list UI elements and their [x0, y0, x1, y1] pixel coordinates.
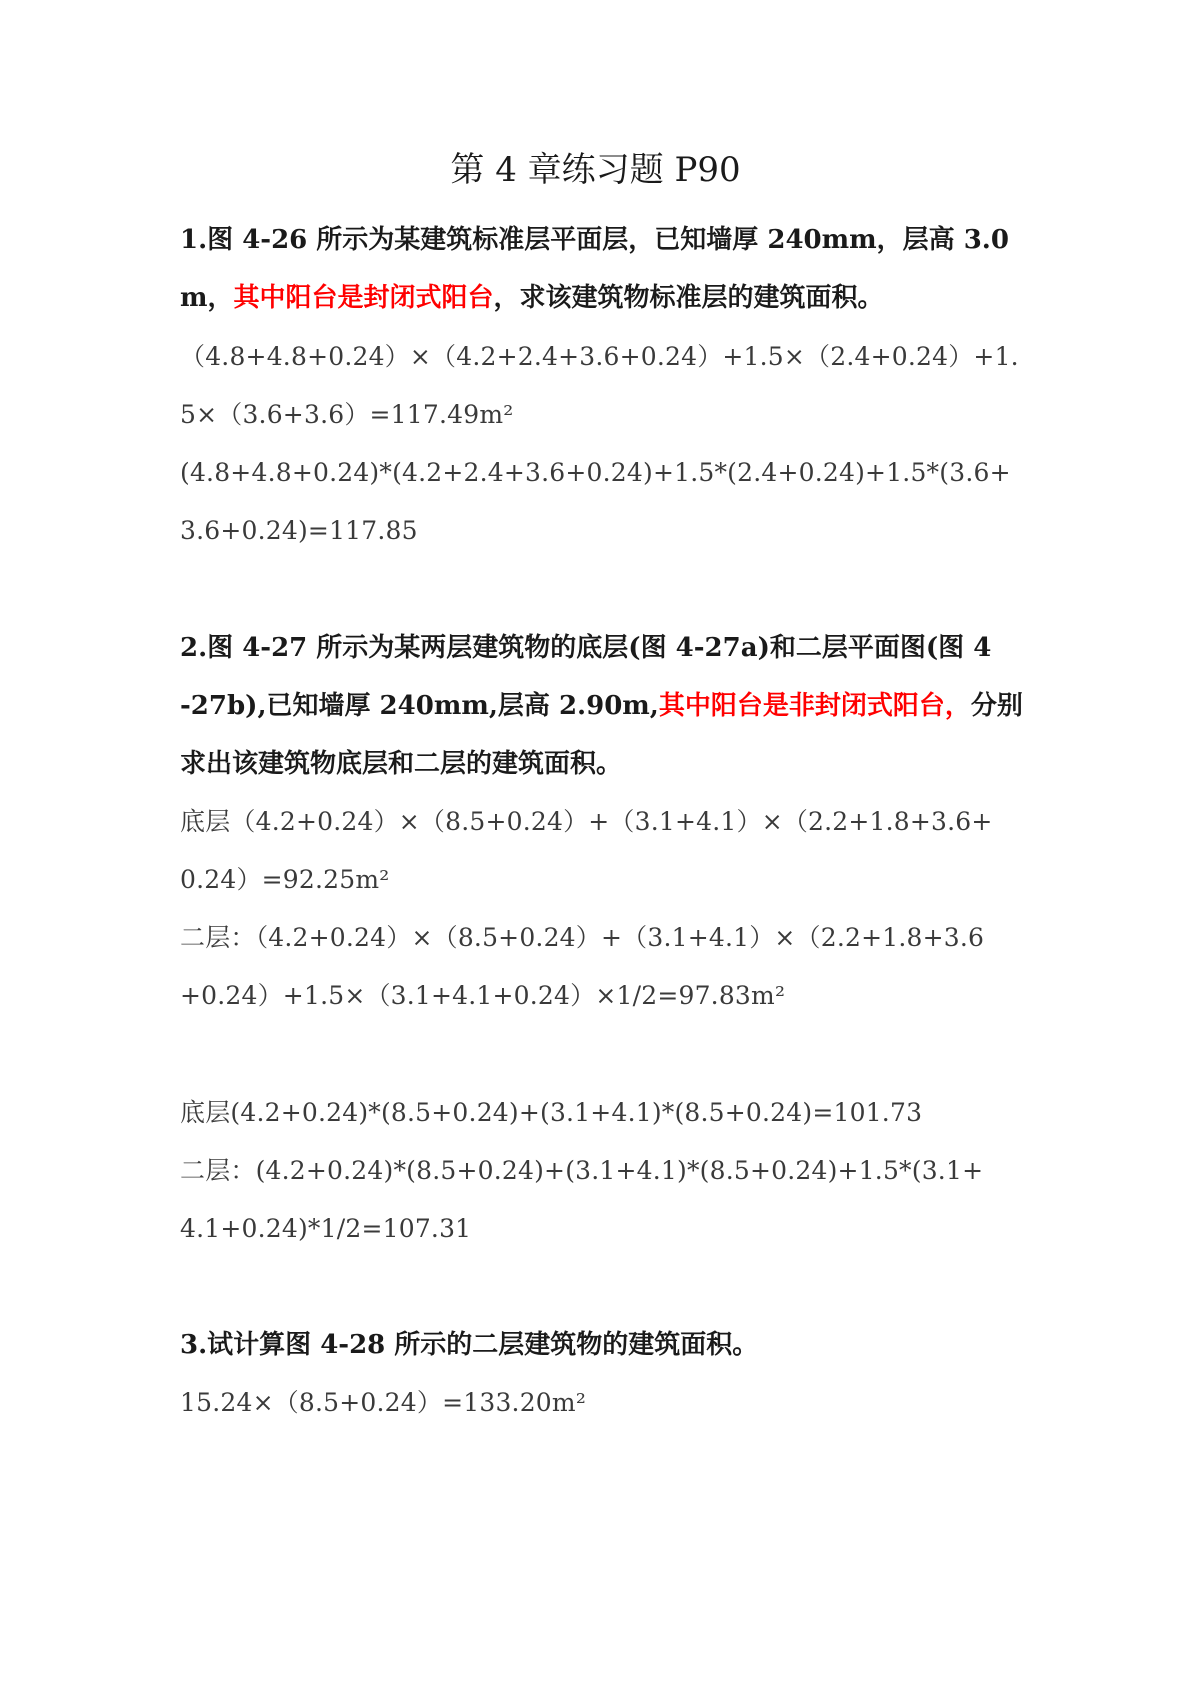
question-1-text-a: m， [180, 283, 234, 313]
answer-1b-line-1: (4.8+4.8+0.24)*(4.2+2.4+3.6+0.24)+1.5*(2.4+0.24)+1.5*(3.6+ [180, 458, 1011, 487]
answer-2d-line-2: 4.1+0.24)*1/2=107.31 [180, 1214, 472, 1243]
answer-2c-line-1: 底层(4.2+0.24)*(8.5+0.24)+(3.1+4.1)*(8.5+0.24)=101.73 [180, 1098, 923, 1127]
answer-2a-line-2: 0.24）=92.25m² [180, 865, 390, 894]
question-1-line-2 [180, 281, 884, 315]
answer-3a-line-1: 15.24×（8.5+0.24）=133.20m² [180, 1388, 587, 1417]
answer-2b-line-2: +0.24）+1.5×（3.1+4.1+0.24）×1/2=97.83m² [180, 981, 786, 1010]
question-1-highlight: 其中阳台是封闭式阳台 [233, 283, 494, 313]
answer-2b-line-1: 二层：（4.2+0.24）×（8.5+0.24）+（3.1+4.1）×（2.2+1.8+3.6 [180, 923, 985, 952]
answer-2d-line-1: 二层：(4.2+0.24)*(8.5+0.24)+(3.1+4.1)*(8.5+0.24)+1.5*(3.1+ [180, 1156, 984, 1185]
question-2-text-a: -27b),已知墙厚 240mm,层高 2.90m, [180, 691, 659, 721]
question-1-line-1: 1.图 4-26 所示为某建筑标准层平面层，已知墙厚 240mm，层高 3.0 [180, 225, 1009, 255]
answer-1a-line-1: （4.8+4.8+0.24）×（4.2+2.4+3.6+0.24）+1.5×（2.4+0.24）+1. [180, 342, 1019, 371]
answer-2a-line-1: 底层（4.2+0.24）×（8.5+0.24）+（3.1+4.1）×（2.2+1.8+3.6+ [180, 807, 993, 836]
question-2-line-1: 2.图 4-27 所示为某两层建筑物的底层(图 4-27a)和二层平面图(图 4 [180, 633, 992, 663]
question-1-text-b: ，求该建筑物标准层的建筑面积。 [493, 283, 884, 313]
page-title: 第 4 章练习题 P90 [450, 150, 741, 190]
question-2-text-b: 分别 [970, 691, 1023, 721]
question-2-line-2 [180, 689, 1023, 723]
answer-1a-line-2: 5×（3.6+3.6）=117.49m² [180, 400, 514, 429]
question-3-line-1: 3.试计算图 4-28 所示的二层建筑物的建筑面积。 [180, 1330, 759, 1360]
question-2-highlight: 其中阳台是非封闭式阳台， [658, 691, 971, 721]
answer-1b-line-2: 3.6+0.24)=117.85 [180, 516, 418, 545]
question-2-line-3: 求出该建筑物底层和二层的建筑面积。 [180, 749, 623, 779]
